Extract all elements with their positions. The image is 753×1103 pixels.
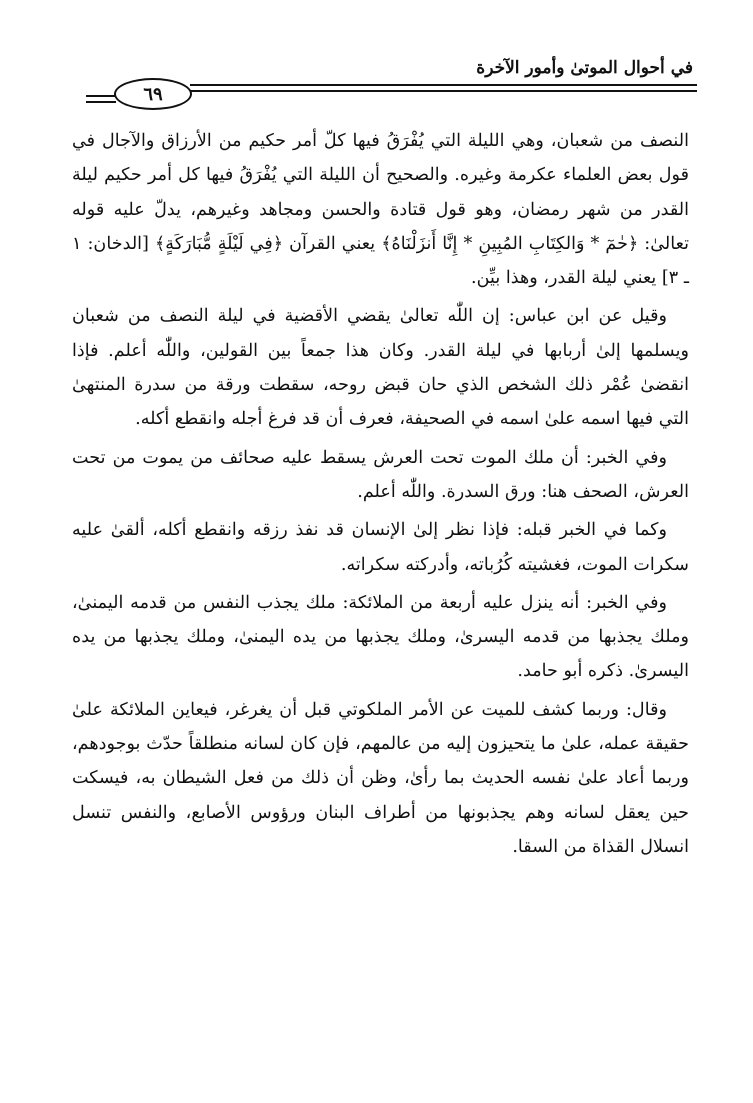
paragraph-5: وفي الخبر: أنه ينزل عليه أربعة من الملائكة: ملك يجذب النفس من قدمه اليمنىٰ، وملك يجذبها من قدمه اليسرىٰ، وملك يجذبها من يده اليمنىٰ، وملك يجذبها من يده اليسرىٰ. ذكره أبو حامد.	[72, 592, 689, 682]
paragraph-1: النصف من شعبان، وهي الليلة التي يُفْرَقُ فيها كلّ أمر حكيم من الأرزاق والآجال في قول بعض العلماء عكرمة وغيره. والصحيح أن الليلة التي يُفْرَقُ فيها كل أمر حكيم ليلة القدر من شهر رمضان، وهو قول قتادة والحسن ومجاهد وغيرهم، يدلّ عليه قوله تعالىٰ: ﴿حٰمٓ * وَالكِتَابِ المُبِينِ * إِنَّا أَنزَلْنَاهُ﴾ يعني القرآن ﴿فِي لَيْلَةٍ مُّبَارَكَةٍ﴾ [الدخان: ١ ـ ٣] يعني ليلة القدر، وهذا بيِّن.	[72, 131, 689, 289]
paragraph-6: وقال: وربما كشف للميت عن الأمر الملكوتي قبل أن يغرغر، فيعاين الملائكة علىٰ حقيقة عمله، علىٰ ما يتحيزون إليه من عالمهم، فإن كان لسانه منطلقاً حدّث بوجودهم، وربما أعاد علىٰ نفسه الحديث بما رأىٰ، وظن أن ذلك من فعل الشيطان به، فيسكت حين يعقل لسانه وهم يجذبونها من أطراف البنان ورؤوس الأصابع، والنفس تنسل انسلال القذاة من السقا.	[72, 699, 689, 857]
page-number: ٦٩	[114, 78, 192, 110]
page-header	[0, 0, 753, 120]
header-rule-left	[86, 95, 116, 103]
running-title: في أحوال الموتىٰ وأمور الآخرة	[476, 58, 693, 78]
paragraph-4: وكما في الخبر قبله: فإذا نظر إلىٰ الإنسان قد نفذ رزقه وانقطع أكله، ألقىٰ عليه سكرات الموت، فغشيته كُرُباته، وأدركته سكراته.	[72, 520, 689, 575]
paragraph-2: وقيل عن ابن عباس: إن اللّٰه تعالىٰ يقضي الأقضية في ليلة النصف من شعبان ويسلمها إلىٰ أربابها في ليلة القدر. وكان هذا جمعاً بين القولين، واللّٰه أعلم. فإذا انقضىٰ عُمْر ذلك الشخص الذي حان قبض روحه، سقطت ورقة من سدرة المنتهىٰ التي فيها اسمه علىٰ اسمه في الصحيفة، فعرف أن قد فرغ أجله وانقطع أكله.	[72, 306, 689, 430]
header-rule	[190, 84, 697, 92]
paragraph-3: وفي الخبر: أن ملك الموت تحت العرش يسقط عليه صحائف من يموت من تحت العرش، الصحف هنا: ورق السدرة. واللّٰه أعلم.	[72, 447, 689, 502]
body-text	[72, 124, 689, 868]
